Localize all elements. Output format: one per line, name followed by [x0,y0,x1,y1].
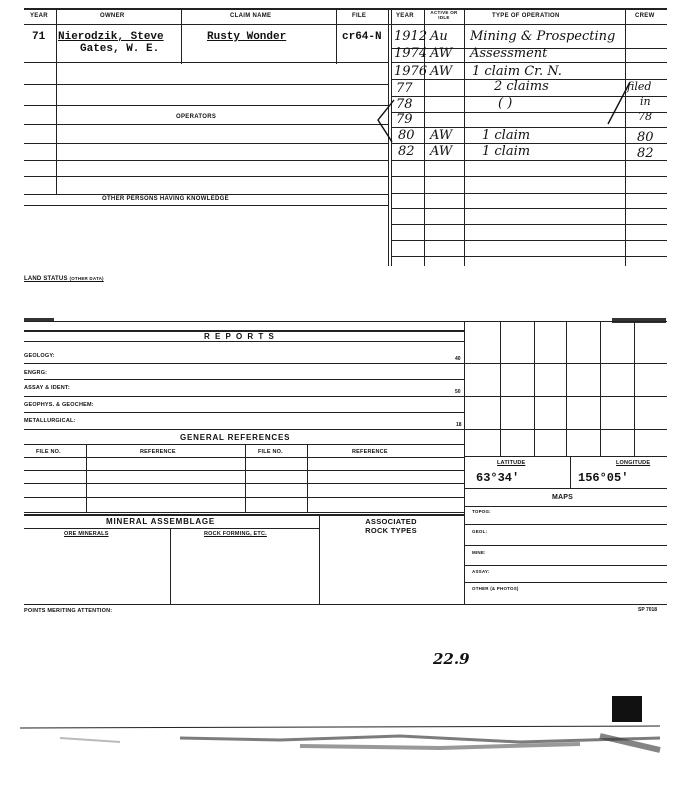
file-header: FILE [352,13,367,19]
general-references-title: GENERAL REFERENCES [180,433,291,442]
geology-label: GEOLOGY: [24,353,55,359]
log-year: 77 [396,81,413,96]
maps-label: MAPS [552,494,574,501]
ore-minerals-header: ORE MINERALS [64,531,109,537]
geophys-label: GEOPHYS. & GEOCHEM: [24,402,94,408]
type-of-operation-header: TYPE OF OPERATION [492,13,560,19]
log-year: 79 [396,112,413,127]
scan-noise-band [20,716,670,766]
operators-label: OPERATORS [176,114,217,120]
log-year: 1974 [394,46,428,61]
log-crew: 82 [637,146,654,161]
claim-name-header: CLAIM NAME [230,13,272,19]
reference-header: REFERENCE [140,449,176,455]
log-operation: ( ) [498,96,513,111]
log-status: AW [430,144,453,159]
land-status-label [24,276,104,282]
log-status: AW [430,128,453,143]
geol-label: GEOL: [472,529,488,534]
assay-ident-label: ASSAY & IDENT: [24,385,70,391]
handwritten-number: 22.9 [433,650,470,668]
report-number: 50 [455,389,461,395]
longitude-label: LONGITUDE [616,460,651,466]
file-no-header: FILE NO. [36,449,61,455]
log-crew: 80 [637,130,654,145]
active-idle-header: ACTIVE OR IDLE [430,10,458,20]
points-meriting-label: POINTS MERITING ATTENTION: [24,608,113,614]
mine-label: MINE: [472,550,486,555]
log-year: 78 [396,97,413,112]
owner-name-1: Nierodzik, Steve [58,31,164,43]
slash-mark [600,78,640,128]
bracket-mark [368,60,398,150]
other-photos-label: OTHER (& PHOTOS) [472,586,519,591]
log-operation: 1 claim Cr. N. [472,64,562,79]
year-header: YEAR [30,13,48,19]
engrg-label: ENGRG: [24,370,48,376]
log-operation: 1 claim [482,144,531,159]
log-status: AW [430,64,453,79]
rock-forming-header: ROCK FORMING, ETC. [204,531,267,537]
topog-label: TOPOG: [472,509,491,514]
log-operation: Mining & Prospecting [470,29,616,44]
land-status-text: LAND STATUS [24,276,68,282]
form-number: SP 7018 [638,607,658,613]
latitude-label: LATITUDE [497,460,526,466]
log-crew: 78 [638,110,652,123]
log-operation: Assessment [470,46,548,61]
log-status: AW [430,46,453,61]
log-year: 82 [398,144,415,159]
log-year: 1976 [394,64,428,79]
reference-header-2: REFERENCE [352,449,388,455]
mineral-assemblage-title: MINERAL ASSEMBLAGE [106,517,216,526]
longitude-value: 156°05' [578,471,629,485]
land-status-sub: (OTHER DATA) [69,276,104,281]
report-number: 40 [455,356,461,362]
other-persons-label: OTHER PERSONS HAVING KNOWLEDGE [102,196,229,202]
report-number: 18 [456,422,462,428]
file-no-header-2: FILE NO. [258,449,283,455]
reports-title: R E P O R T S [204,332,276,341]
owner-header: OWNER [100,13,125,19]
log-operation: 2 claims [494,79,549,94]
log-operation: 1 claim [482,128,531,143]
file-value: cr64-N [342,31,382,43]
assay-map-label: ASSAY: [472,569,490,574]
record-year: 71 [32,31,46,43]
log-status: Au [430,29,448,44]
log-year: 1912 [394,29,428,44]
log-crew: filed [627,80,652,93]
latitude-value: 63°34' [476,471,520,485]
crew-header: CREW [635,13,655,19]
year-header-2: YEAR [396,13,414,19]
metallurgical-label: METALLURGICAL: [24,418,76,424]
claim-name-value: Rusty Wonder [207,31,287,43]
log-crew: in [640,95,651,108]
log-year: 80 [398,128,415,143]
associated-rock-types-label: ASSOCIATED ROCK TYPES [365,517,417,535]
owner-name-2: Gates, W. E. [80,43,160,55]
